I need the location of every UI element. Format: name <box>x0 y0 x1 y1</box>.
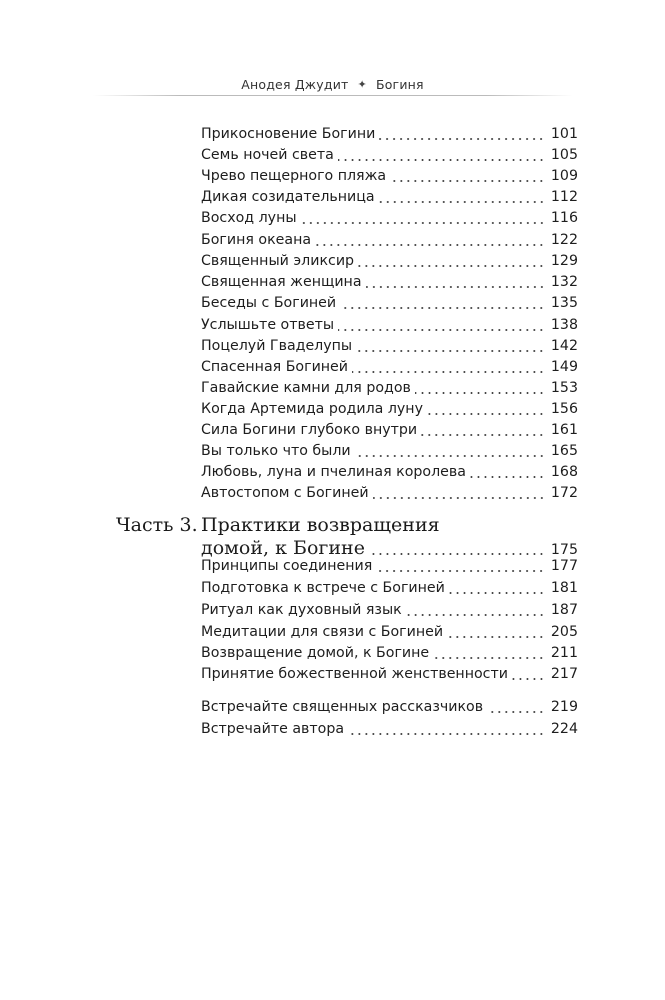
toc-entry-title: Вы только что были <box>201 443 351 459</box>
toc-entry-page: 168 <box>550 464 578 480</box>
toc-entry-title: Сила Богини глубоко внутри <box>201 422 418 438</box>
part-title-continued: домой, к Богине <box>201 537 365 559</box>
toc-entry-page: 217 <box>550 666 578 682</box>
toc-entry-page: 135 <box>550 295 578 311</box>
toc-entry-title: Медитации для связи с Богиней <box>201 624 444 640</box>
toc-entry-title: Встречайте автора <box>201 721 345 737</box>
toc-entry[interactable] <box>201 462 578 483</box>
toc-entry-page: 109 <box>550 168 578 184</box>
toc-entry[interactable] <box>201 124 578 145</box>
dot-leader <box>373 497 545 499</box>
toc-entry-page: 224 <box>550 721 578 737</box>
dot-leader <box>390 180 545 182</box>
toc-entry-page: 187 <box>550 602 578 618</box>
toc-entry-page: 153 <box>550 380 578 396</box>
toc-entry-title: Священный эликсир <box>201 253 355 269</box>
toc-entry-page: 138 <box>550 317 578 333</box>
toc-entry[interactable] <box>201 664 578 685</box>
toc-entry-page: 112 <box>550 189 578 205</box>
toc-entry-page: 122 <box>550 232 578 248</box>
dot-leader <box>348 733 545 735</box>
part-label: Часть 3. <box>116 514 198 536</box>
toc-entry-title: Возвращение домой, к Богине <box>201 645 430 661</box>
toc-entry-page: 205 <box>550 624 578 640</box>
dot-leader <box>415 392 545 394</box>
toc-entry[interactable] <box>201 483 578 504</box>
toc-entry-title: Услышьте ответы <box>201 317 335 333</box>
toc-entry[interactable] <box>201 441 578 462</box>
toc-entry-page: 105 <box>550 147 578 163</box>
running-header <box>0 73 665 95</box>
toc-entry-title: Гавайские камни для родов <box>201 380 411 396</box>
toc-entry-page: 211 <box>550 645 578 661</box>
toc-entry-title: Восход луны <box>201 210 297 226</box>
toc-entry-page: 142 <box>550 338 578 354</box>
toc-entry-title: Любовь, луна и пчелиная королева <box>201 464 466 480</box>
dot-leader <box>427 413 545 415</box>
dot-leader <box>366 286 545 288</box>
toc-entry[interactable] <box>201 145 578 166</box>
toc-entry-page: 132 <box>550 274 578 290</box>
toc-entry-page: 175 <box>550 542 578 558</box>
toc-entry[interactable] <box>201 208 578 229</box>
toc-entry-page: 172 <box>550 485 578 501</box>
dot-leader <box>487 711 545 713</box>
toc-entry[interactable] <box>201 251 578 272</box>
toc-entry-title: Поцелуй Гваделупы <box>201 338 353 354</box>
toc-entry[interactable] <box>201 600 578 621</box>
toc-entry-title: Беседы с Богиней <box>201 295 337 311</box>
toc-entry[interactable] <box>201 556 578 577</box>
toc-entry-page: 129 <box>550 253 578 269</box>
toc-entry-title: Принципы соединения <box>201 558 373 574</box>
toc-entry-title: Ритуал как духовный язык <box>201 602 402 618</box>
dot-leader <box>379 138 545 140</box>
toc-entry[interactable] <box>201 420 578 441</box>
dot-leader <box>512 678 545 680</box>
toc-entry[interactable] <box>201 697 578 718</box>
toc-entry[interactable] <box>201 187 578 208</box>
dot-leader <box>340 307 545 309</box>
dot-leader <box>369 553 545 555</box>
toc-entry[interactable] <box>201 719 578 740</box>
toc-entry-page: 101 <box>550 126 578 142</box>
toc-entry[interactable] <box>201 622 578 643</box>
part-title[interactable]: Практики возвращения <box>201 514 440 536</box>
toc-entry[interactable] <box>201 293 578 314</box>
toc-entry[interactable] <box>201 399 578 420</box>
toc-entry[interactable] <box>201 166 578 187</box>
header-author: Анодея Джудит <box>241 76 349 92</box>
toc-entry-title: Встречайте священных рассказчиков <box>201 699 484 715</box>
toc-entry-page: 219 <box>550 699 578 715</box>
toc-entry-page: 149 <box>550 359 578 375</box>
dot-leader <box>449 592 545 594</box>
toc-entry-title: Семь ночей света <box>201 147 334 163</box>
dot-leader <box>301 222 545 224</box>
dot-leader <box>358 265 545 267</box>
dot-leader <box>470 476 545 478</box>
dot-leader <box>352 371 545 373</box>
dot-leader <box>406 614 545 616</box>
dot-leader <box>315 244 545 246</box>
toc-entry-page: 116 <box>550 210 578 226</box>
header-divider <box>93 95 573 96</box>
dot-leader <box>355 455 545 457</box>
toc-entry-title: Священная женщина <box>201 274 362 290</box>
toc-entry-page: 161 <box>550 422 578 438</box>
dot-leader <box>376 570 545 572</box>
toc-entry[interactable] <box>201 378 578 399</box>
dot-leader <box>433 657 545 659</box>
toc-entry-title: Принятие божественной женственности <box>201 666 508 682</box>
toc-entry[interactable] <box>201 357 578 378</box>
toc-entry-title: Автостопом с Богиней <box>201 485 369 501</box>
toc-entry-title: Когда Артемида родила луну <box>201 401 423 417</box>
toc-entry-title: Спасенная Богиней <box>201 359 349 375</box>
toc-entry[interactable] <box>201 578 578 599</box>
toc-entry-title: Чрево пещерного пляжа <box>201 168 387 184</box>
toc-entry[interactable] <box>201 230 578 251</box>
toc-entry[interactable] <box>201 643 578 664</box>
toc-entry[interactable] <box>201 272 578 293</box>
toc-entry-title: Подготовка к встрече с Богиней <box>201 580 445 596</box>
dot-leader <box>447 636 545 638</box>
toc-entry[interactable] <box>201 315 578 336</box>
dot-leader <box>421 434 545 436</box>
star-icon: ✦ <box>357 77 367 91</box>
header-book-title: Богиня <box>375 76 424 92</box>
toc-entry-title: Прикосновение Богини <box>201 126 376 142</box>
toc-entry-page: 181 <box>550 580 578 596</box>
toc-entry-title: Богиня океана <box>201 232 312 248</box>
toc-entry-page: 177 <box>550 558 578 574</box>
toc-entry-title: Дикая созидательница <box>201 189 375 205</box>
dot-leader <box>338 159 545 161</box>
dot-leader <box>356 350 545 352</box>
toc-entry[interactable] <box>201 336 578 357</box>
dot-leader <box>338 329 545 331</box>
toc-entry-page: 156 <box>550 401 578 417</box>
toc-entry-page: 165 <box>550 443 578 459</box>
dot-leader <box>379 201 545 203</box>
